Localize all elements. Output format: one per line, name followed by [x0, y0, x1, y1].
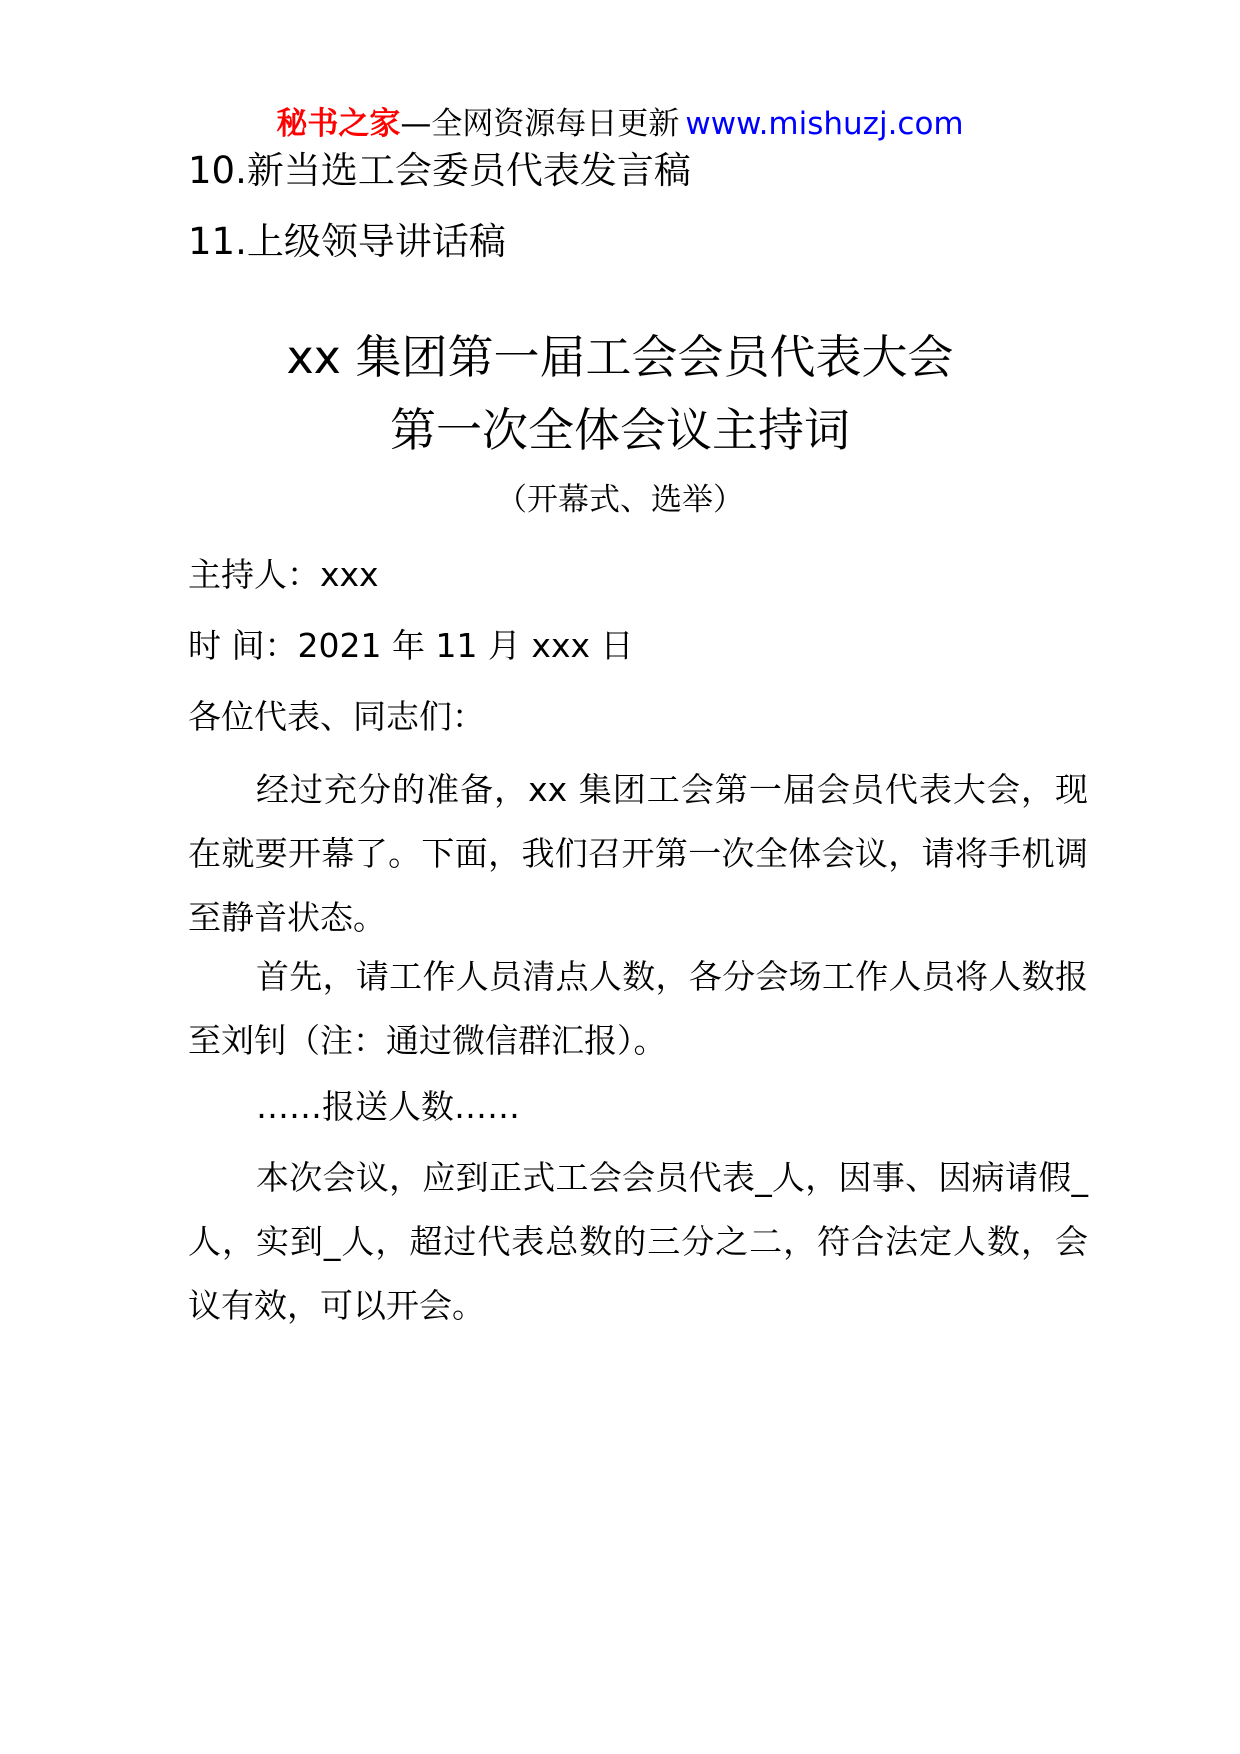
site-url-link[interactable]: www.mishuzj.com: [685, 106, 964, 142]
paragraph-headcount: 首先，请工作人员清点人数，各分会场工作人员将人数报至刘钊（注：通过微信群汇报）。: [188, 957, 1088, 1060]
document-title-line2: 第一次全体会议主持词: [390, 403, 850, 457]
paragraph-quorum: 本次会议，应到正式工会会员代表_人，因事、因病请假_人，实到_人，超过代表总数的三分之二，符合法定人数，会议有效，可以开会。: [188, 1158, 1088, 1325]
document-title-line1: xx 集团第一届工会会员代表大会: [286, 330, 954, 384]
toc-item-11: 11.上级领导讲话稿: [188, 220, 506, 263]
toc-item-10: 10.新当选工会委员代表发言稿: [188, 149, 691, 192]
paragraph-report-count: ……报送人数……: [256, 1087, 520, 1126]
time-line: 时 间：2021 年 11 月 xxx 日: [188, 626, 634, 665]
paragraph-opening: 经过充分的准备，xx 集团工会第一届会员代表大会，现在就要开幕了。下面，我们召开第一次全体会议，请将手机调至静音状态。: [188, 770, 1088, 937]
document-subtitle: （开幕式、选举）: [496, 482, 744, 518]
page-header: [0, 100, 1240, 148]
salutation-line: 各位代表、同志们：: [188, 697, 485, 736]
host-line: 主持人：xxx: [188, 555, 379, 594]
brand-name: 秘书之家: [276, 106, 401, 142]
header-tagline: —全网资源每日更新: [400, 106, 680, 142]
